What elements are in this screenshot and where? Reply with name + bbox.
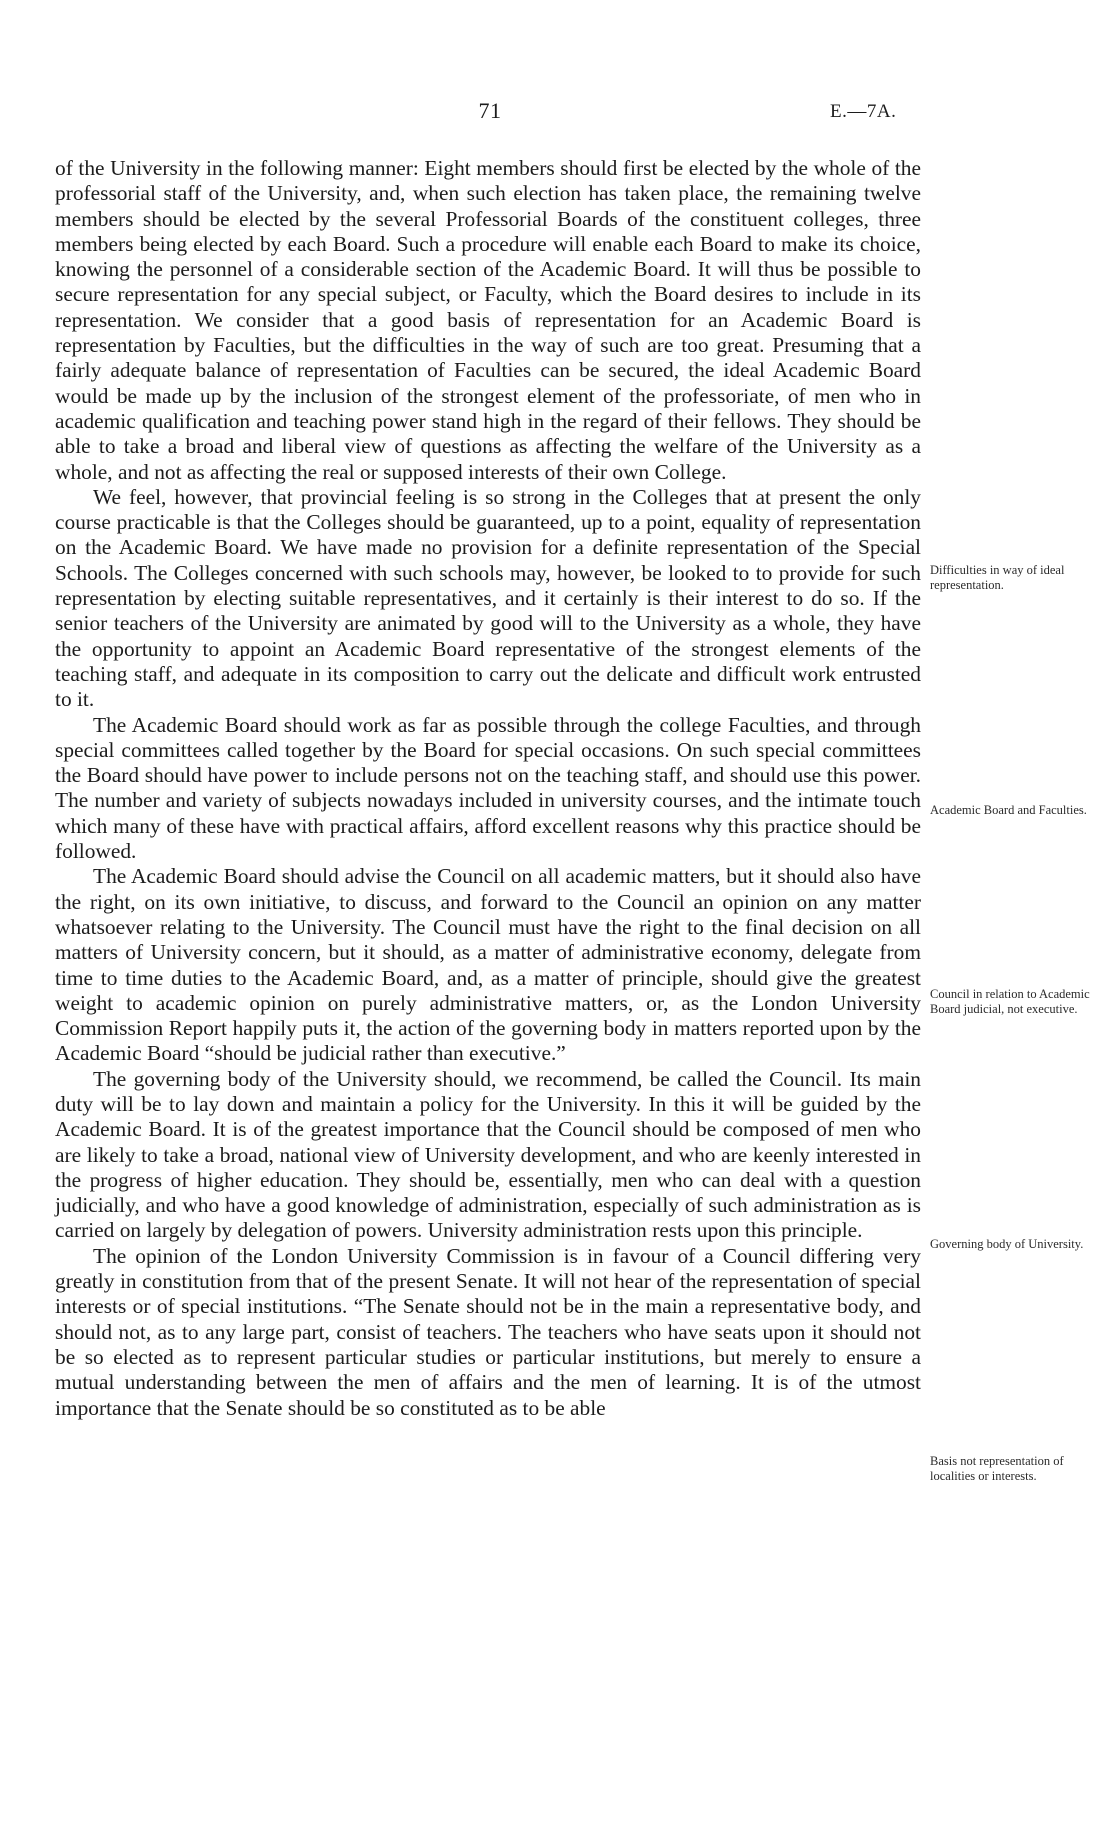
marginal-note-academic-board-faculties: Academic Board and Faculties. bbox=[930, 803, 1087, 817]
paragraph-5: The governing body of the University should, we recommend, be called the Council. Its main duty will be to lay down and maintain a policy for the University. In this it will be guided by the Academic Board. It is of the greatest importance that the Council should be composed of men who are likely to take a broad, national view of University development, and who are keenly interested in the progress of higher education. They should be, essentially, men who can deal with a question judicially, and who have a good knowledge of administration, especially of such administration as is carried on largely by delegation of powers. University administration rests upon this principle. bbox=[55, 1066, 921, 1243]
marginal-note-governing-body: Governing body of University. bbox=[930, 1237, 1084, 1251]
marginal-note-ideal-representation: Difficulties in way of ideal representation. bbox=[930, 563, 1065, 592]
paragraph-4: The Academic Board should advise the Council on all academic matters, but it should also have the right, on its own initiative, to discuss, and forward to the Council an opinion on any matter whatsoever relating to the University. The Council must have the right to the final decision on all matters of University concern, but it should, as a matter of administrative economy, delegate from time to time duties to the Academic Board, and, as a matter of principle, should give the greatest weight to academic opinion on purely administrative matters, or, as the London University Commission Report happily puts it, the action of the governing body in matters reported upon by the Academic Board “should be judicial rather than executive.” bbox=[55, 864, 921, 1066]
page-number: 71 bbox=[478, 98, 502, 123]
marginal-note-basis-not-representation: Basis not representation of localities or interests. bbox=[930, 1454, 1064, 1483]
document-series-code: E.—7A. bbox=[830, 101, 897, 122]
paragraph-6: The opinion of the London University Commission is in favour of a Council differing very greatly in constitution from that of the present Senate. It will not hear of the representation of special interests or of special institutions. “The Senate should not be in the main a representative body, and should not, as to any large part, consist of teachers. The teachers who have seats upon it should not be so elected as to represent particular studies or particular institutions, but merely to ensure a mutual understanding between the men of affairs and the men of learning. It is of the utmost importance that the Senate should be so constituted as to be able bbox=[55, 1243, 921, 1420]
paragraph-1: of the University in the following manner: Eight members should first be elected by the whole of the professorial staff of the University, and, when such election has taken place, the remaining twelve members should be elected by the several Professorial Boards of the constituent colleges, three members being elected by each Board. Such a procedure will enable each Board to make its choice, knowing the personnel of a considerable section of the Academic Board. It will thus be possible to secure representation for any special subject, or Faculty, which the Board desires to include in its representation. We consider that a good basis of representation for an Academic Board is representation by Faculties, but the difficulties in the way of such are too great. Presuming that a fairly adequate balance of representation of Faculties can be secured, the ideal Academic Board would be made up by the inclusion of the strongest element of the professoriate, of men who in academic qualification and teaching power stand high in the regard of their fellows. They should be able to take a broad and liberal view of questions as affecting the welfare of the University as a whole, and not as affecting the real or supposed interests of their own College. bbox=[55, 156, 921, 484]
body-text bbox=[55, 156, 921, 1421]
paragraph-2: We feel, however, that provincial feeling is so strong in the Colleges that at present the only course practicable is that the Colleges should be guaranteed, up to a point, equality of representation on the Academic Board. We have made no provision for a definite representation of the Special Schools. The Colleges concerned with such schools may, however, be looked to to provide for such representation by electing suitable representatives, and it certainly is their interest to do so. If the senior teachers of the University are animated by good will to the University as a whole, they have the opportunity to appoint an Academic Board representative of the strongest elements of the teaching staff, and adequate in its composition to carry out the delicate and difficult work entrusted to it. bbox=[55, 484, 921, 712]
paragraph-3: The Academic Board should work as far as possible through the college Faculties, and through special committees called together by the Board for special occasions. On such special committees the Board should have power to include persons not on the teaching staff, and should use this power. The number and variety of subjects nowadays included in university courses, and the intimate touch which many of these have with practical affairs, afford excellent reasons why this practice should be followed. bbox=[55, 712, 921, 864]
marginal-note-council-relation: Council in relation to Academic Board judicial, not executive. bbox=[930, 987, 1090, 1016]
